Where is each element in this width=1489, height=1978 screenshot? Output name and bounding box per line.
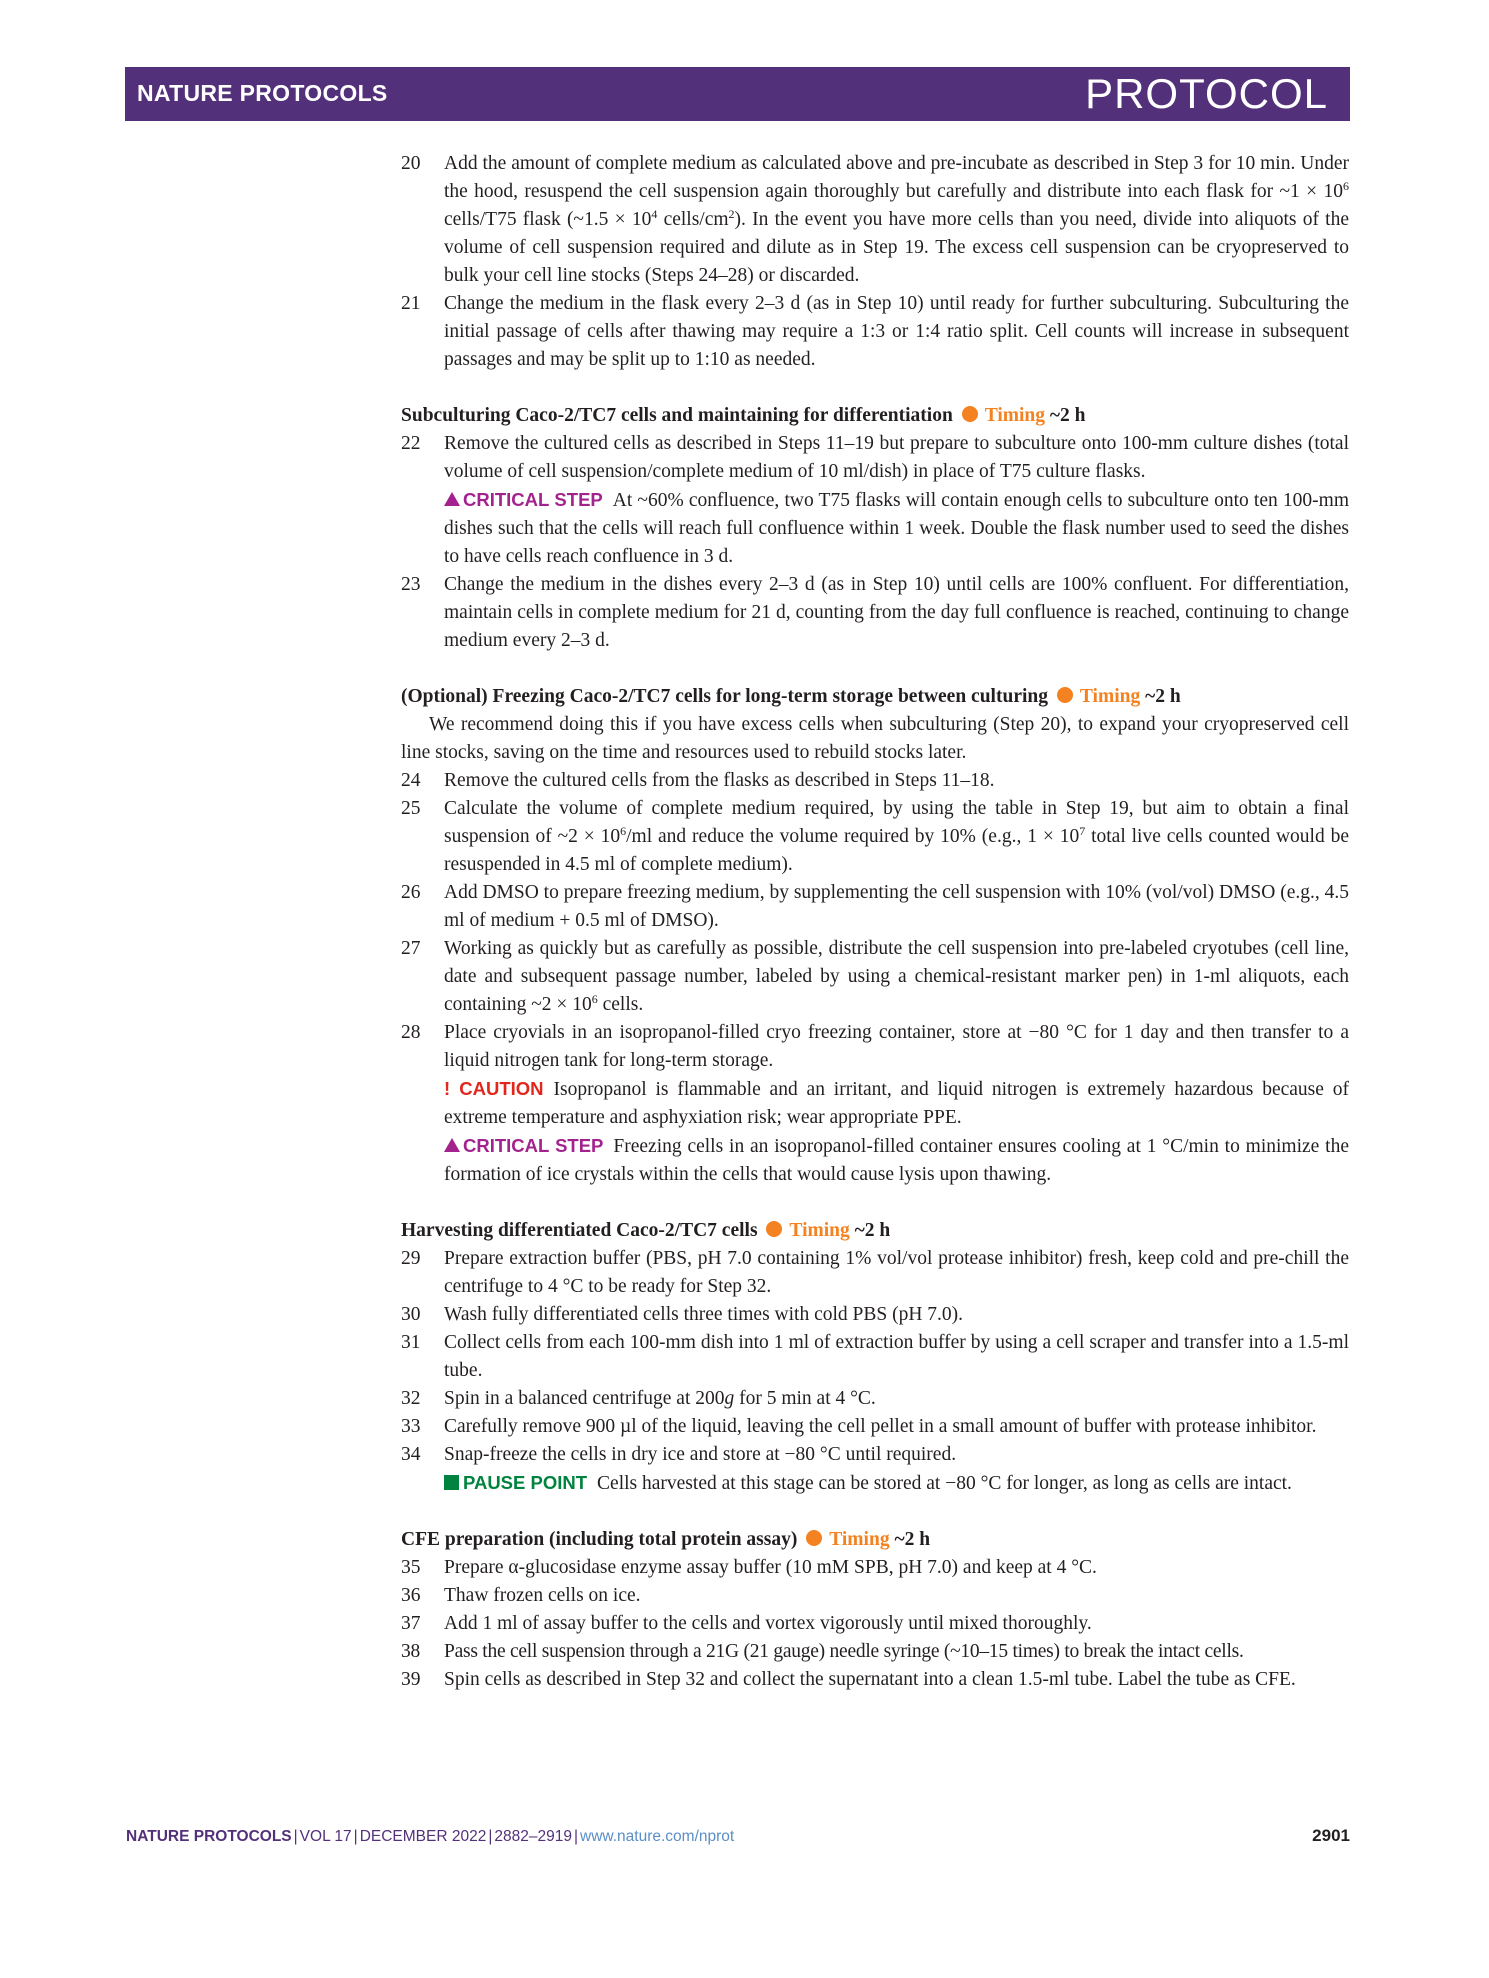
step-number: 28 [401, 1022, 421, 1043]
step-number: 31 [401, 1332, 421, 1353]
step-number: 20 [401, 153, 421, 174]
step-25: 25 Calculate the volume of complete medium required, by using the table in Step 19, but aim to obtain a final suspension of ~2 × $10^6/ml$ and reduce the volume required by 10% (e.g., $1 \times 10^7$ total live cells counted would be resuspended in 4.5 ml of complete medium). [401, 795, 1349, 879]
triangle-icon [444, 1138, 460, 1152]
step-22: 22 Remove the cultured cells as described in Steps 11–19 but prepare to subculture onto 100-mm culture dishes (total volume of cell suspension/complete medium of 10 ml/dish) in place of T75 culture flasks. CRITICAL STEP At ~60% confluence, two T75 flasks will contain enough cells to subculture onto ten 100-mm dishes such that the cells will reach full confluence within 1 week. Double the flask number used to seed the dishes to have cells reach confluence in 3 d. [401, 430, 1349, 571]
timing-label: Timing [829, 1529, 890, 1550]
critical-step-label: CRITICAL STEP [444, 1135, 603, 1156]
timing-label: Timing [984, 405, 1046, 426]
step-number: 25 [401, 798, 421, 819]
step-number: 32 [401, 1388, 421, 1409]
step-39: 39 Spin cells as described in Step 32 and collect the supernatant into a clean 1.5-ml tube. Label the tube as CFE. [401, 1666, 1349, 1694]
timing-dot-icon [962, 406, 978, 422]
step-28: 28 Place cryovials in an isopropanol-filled cryo freezing container, store at −80 °C for 1 day and then transfer to a liquid nitrogen tank for long-term storage. ! CAUTION Isopropanol is flammable and an irritant, and liquid nitrogen is extremely hazardous because of extreme temperature and asphyxiation risk; wear appropriate PPE. CRITICAL STEP Freezing cells in an isopropanol-filled container ensures cooling at 1 °C/min to minimize the formation of ice crystals within the cells that would cause lysis upon thawing. [401, 1019, 1349, 1189]
timing-dot-icon [1057, 687, 1073, 703]
timing-dot-icon [806, 1530, 822, 1546]
step-number: 34 [401, 1444, 421, 1465]
step-24: 24 Remove the cultured cells from the flasks as described in Steps 11–18. [401, 767, 1349, 795]
step-30: 30 Wash fully differentiated cells three times with cold PBS (pH 7.0). [401, 1301, 1349, 1329]
step-34: 34 Snap-freeze the cells in dry ice and store at −80 °C until required. PAUSE POINT Cells harvested at this stage can be stored at −80 °C for longer, as long as cells are intact. [401, 1441, 1349, 1498]
step-21: 21 Change the medium in the flask every 2–3 d (as in Step 10) until ready for further subculturing. Subculturing the initial passage of cells after thawing may require a 1:3 or 1:4 ratio split. Cell counts will increase in subsequent passages and may be split up to 1:10 as needed. [401, 290, 1349, 374]
section-intro: We recommend doing this if you have excess cells when subculturing (Step 20), to expand your cryopreserved cell line stocks, saving on the time and resources used to rebuild stocks later. [401, 714, 1349, 763]
step-number: 39 [401, 1669, 421, 1690]
timing-value: ~2 h [1145, 686, 1181, 707]
triangle-icon [444, 492, 460, 506]
footer-citation: NATURE PROTOCOLS | VOL 17 | DECEMBER 2022 | 2882–2919 | www.nature.com/nprot [126, 1828, 735, 1845]
critical-step-label: CRITICAL STEP [444, 489, 603, 510]
timing-value: ~2 h [1049, 405, 1086, 426]
step-35: 35 Prepare α-glucosidase enzyme assay buffer (10 mM SPB, pH 7.0) and keep at 4 °C. [401, 1554, 1349, 1582]
step-number: 27 [401, 938, 421, 959]
section-title-freezing: (Optional) Freezing Caco-2/TC7 cells for long-term storage between culturing Timing ~2 h [401, 686, 1181, 707]
step-number: 38 [401, 1641, 420, 1662]
step-38: 38 Pass the cell suspension through a 21G (21 gauge) needle syringe (~10–15 times) to break the intact cells. [401, 1638, 1349, 1666]
footer-volume: VOL 17 [299, 1828, 352, 1845]
footer-date: DECEMBER 2022 [359, 1828, 487, 1845]
step-number: 35 [401, 1557, 421, 1578]
step-number: 23 [401, 574, 421, 595]
step-number: 30 [401, 1304, 421, 1325]
section-title-cfe: CFE preparation (including total protein assay) Timing ~2 h [401, 1529, 931, 1550]
header-bar [125, 67, 1350, 121]
square-icon [444, 1475, 459, 1490]
step-36: 36 Thaw frozen cells on ice. [401, 1582, 1349, 1610]
step-20: 20 Add the amount of complete medium as calculated above and pre-incubate as described in Step 3 for 10 min. Under the hood, resuspend the cell suspension again thoroughly but carefully and distribute into each flask for ~1 × $10^6$ cells/T75 flask (~1.5 × $10^4$ cells/$cm^2$). In the event you have more cells than you need, divide into aliquots of the volume of cell suspension required and dilute as in Step 19. The excess cell suspension can be cryopreserved to bulk your cell line stocks (Steps 24–28) or discarded. [401, 150, 1349, 290]
footer-url-link[interactable]: www.nature.com/nprot [580, 1828, 735, 1845]
step-number: 22 [401, 433, 421, 454]
step-number: 36 [401, 1585, 421, 1606]
journal-name: NATURE PROTOCOLS [137, 80, 388, 106]
step-32: 32 Spin in a balanced centrifuge at 200g for 5 min at 4 °C. [401, 1385, 1349, 1413]
step-23: 23 Change the medium in the dishes every 2–3 d (as in Step 10) until cells are 100% confluent. For differentiation, maintain cells in complete medium for 21 d, counting from the day full confluence is reached, continuing to change medium every 2–3 d. [401, 571, 1349, 655]
step-number: 24 [401, 770, 421, 791]
step-number: 33 [401, 1416, 421, 1437]
caution-label: ! CAUTION [444, 1078, 544, 1099]
timing-dot-icon [766, 1221, 782, 1237]
step-number: 29 [401, 1248, 421, 1269]
step-26: 26 Add DMSO to prepare freezing medium, by supplementing the cell suspension with 10% (vol/vol) DMSO (e.g., 4.5 ml of medium + 0.5 ml of DMSO). [401, 879, 1349, 935]
timing-value: ~2 h [854, 1220, 891, 1241]
main-content [401, 150, 1349, 1694]
section-title-subculturing: Subculturing Caco-2/TC7 cells and maintaining for differentiation Timing ~2 h [401, 405, 1086, 426]
timing-label: Timing [1079, 686, 1141, 707]
step-27: 27 Working as quickly but as carefully as possible, distribute the cell suspension into pre-labeled cryotubes (cell line, date and subsequent passage number, labeled by using a chemical-resistant marker pen) in 1-ml aliquots, each containing ~2 × $10^6$ cells. [401, 935, 1349, 1019]
section-title-harvesting: Harvesting differentiated Caco-2/TC7 cells Timing ~2 h [401, 1220, 891, 1241]
step-33: 33 Carefully remove 900 µl of the liquid, leaving the cell pellet in a small amount of buffer with protease inhibitor. [401, 1413, 1349, 1441]
footer-pages: 2882–2919 [494, 1828, 572, 1845]
article-type: PROTOCOL [1085, 70, 1328, 117]
step-number: 21 [401, 293, 421, 314]
step-31: 31 Collect cells from each 100-mm dish into 1 ml of extraction buffer by using a cell scraper and transfer into a 1.5-ml tube. [401, 1329, 1349, 1385]
step-number: 37 [401, 1613, 421, 1634]
footer-journal: NATURE PROTOCOLS [126, 1828, 292, 1845]
timing-value: ~2 h [894, 1529, 931, 1550]
step-37: 37 Add 1 ml of assay buffer to the cells and vortex vigorously until mixed thoroughly. [401, 1610, 1349, 1638]
pause-point-label: PAUSE POINT [444, 1472, 587, 1493]
step-number: 26 [401, 882, 421, 903]
step-29: 29 Prepare extraction buffer (PBS, pH 7.0 containing 1% vol/vol protease inhibitor) fresh, keep cold and pre-chill the centrifuge to 4 °C to be ready for Step 32. [401, 1245, 1349, 1301]
timing-label: Timing [789, 1220, 850, 1241]
page-number: 2901 [1312, 1826, 1350, 1845]
